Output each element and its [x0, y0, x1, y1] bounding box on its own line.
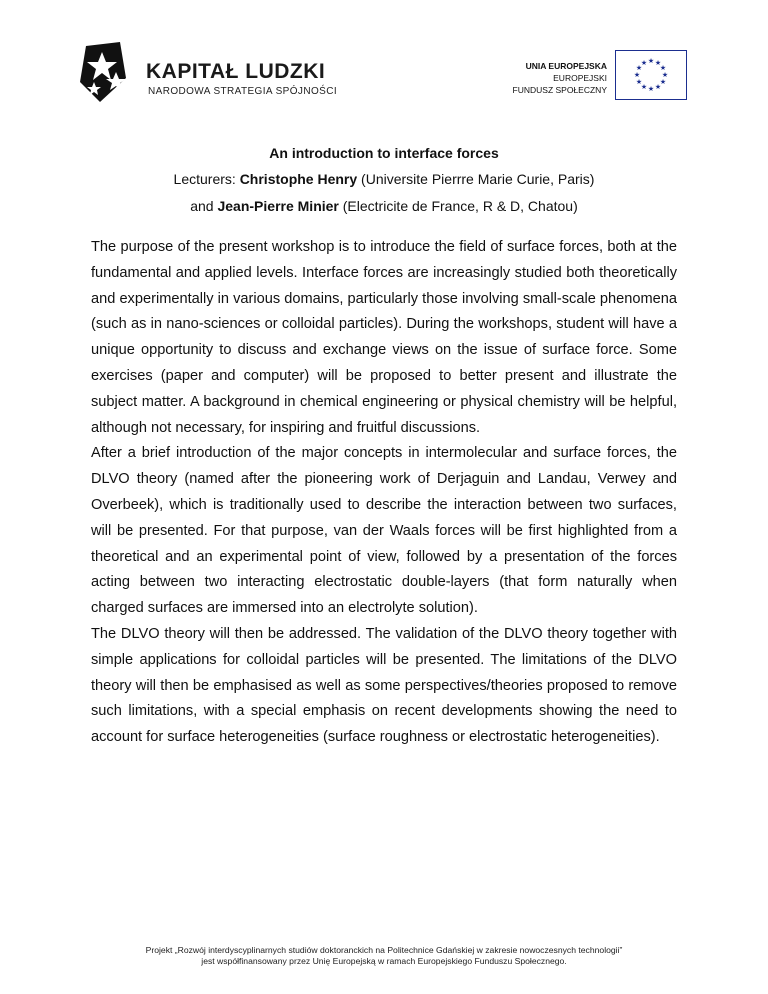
- kapital-ludzki-logo: [80, 42, 338, 102]
- lecturer-2-name: Jean-Pierre Minier: [217, 198, 339, 214]
- svg-text:★: ★: [640, 59, 648, 67]
- eu-text: [513, 60, 607, 96]
- lecturer-1-affiliation: (Universite Pierrre Marie Curie, Paris): [357, 171, 595, 187]
- eu-logo: [505, 50, 695, 106]
- footer-line-1: Projekt „Rozwój interdyscyplinarnych studiów doktoranckich na Politechnice Gdańskiej w zakresie nowoczesnych technologii”: [145, 945, 623, 955]
- lecturer-line-1: [0, 171, 768, 187]
- svg-text:★: ★: [647, 57, 655, 65]
- eu-flag-icon: [615, 50, 687, 100]
- lecturer-line-2: [0, 198, 768, 214]
- svg-text:★: ★: [654, 59, 662, 67]
- footer-line-2: jest współfinansowany przez Unię Europejską w ramach Europejskiego Funduszu Społecznego.: [201, 956, 567, 966]
- kapital-ludzki-subtitle: NARODOWA STRATEGIA SPÓJNOŚCI: [148, 86, 338, 97]
- lecturer-2-affiliation: (Electricite de France, R & D, Chatou): [338, 198, 578, 214]
- svg-text:★: ★: [647, 85, 655, 93]
- svg-text:★: ★: [654, 83, 662, 91]
- svg-text:★: ★: [633, 71, 641, 79]
- lecturer-1-name: Christophe Henry: [239, 171, 358, 187]
- eu-union-label: UNIA EUROPEJSKA: [525, 61, 607, 71]
- and-prefix: and: [190, 198, 218, 214]
- kapital-ludzki-title: KAPITAŁ LUDZKI: [146, 60, 326, 83]
- document-title: An introduction to interface forces: [269, 145, 499, 161]
- lecturers-prefix: Lecturers:: [173, 171, 240, 187]
- document-body: [91, 235, 677, 751]
- eu-fund-label-1: EUROPEJSKI: [553, 73, 607, 83]
- body-paragraph-1: The purpose of the present workshop is to introduce the field of surface forces, both at the fundamental and applied levels. Interface forces are increasingly studied both theoretically and experimentally in various domains, particularly those involving small-scale phenomena (such as in nano-sciences or colloidal particles). During the workshops, student will have a unique opportunity to discuss and exchange views on the issue of surface force. Some exercises (paper and computer) will be proposed to better present and illustrate the subject matter. A background in chemical engineering or physical chemistry will be helpful, although not necessary, for inspiring and fruitful discussions.: [91, 239, 677, 436]
- kapital-ludzki-star-icon: [80, 42, 144, 102]
- body-paragraph-2: After a brief introduction of the major concepts in intermolecular and surface forces, the DLVO theory (named after the pioneering work of Derjaguin and Landau, Verwey and Overbeek), which is traditionally used to describe the interaction between two surfaces, will be presented. For that purpose, van der Waals forces will be first highlighted from a theoretical and an experimental point of view, followed by a presentation of the forces acting between two interacting electrostatic double-layers (that form naturally when charged surfaces are immersed into an electrolyte solution).: [91, 445, 677, 617]
- svg-text:★: ★: [659, 64, 667, 72]
- svg-text:★: ★: [635, 78, 643, 86]
- svg-text:★: ★: [640, 83, 648, 91]
- body-paragraph-3: The DLVO theory will then be addressed. The validation of the DLVO theory together with simple applications for colloidal particles will be presented. The limitations of the DLVO theory will then be emphasised as well as some perspectives/theories proposed to remove such limitations, with a special emphasis on recent developments showing the need to account for surface heterogeneities (surface roughness or electrostatic heterogeneities).: [91, 625, 677, 746]
- svg-text:★: ★: [659, 78, 667, 86]
- eu-fund-label-2: FUNDUSZ SPOŁECZNY: [512, 85, 607, 95]
- footer: [0, 945, 768, 967]
- svg-text:★: ★: [661, 71, 669, 79]
- svg-text:★: ★: [635, 64, 643, 72]
